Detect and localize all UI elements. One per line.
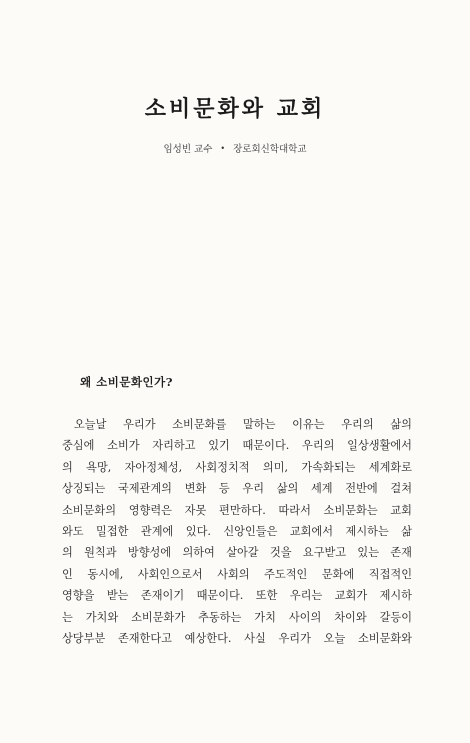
- paragraph-line: 와도 밀접한 관계에 있다. 신앙인들은 교회에서 제시하는 삶: [62, 524, 412, 538]
- page-title: 소비문화와 교회: [144, 97, 326, 122]
- paragraph-line: 영향을 받는 존재이기 때문이다. 또한 우리는 교회가 제시하: [62, 589, 412, 603]
- paragraph-line: 의 원칙과 방향성에 의하여 살아갈 것을 요구받고 있는 존재: [62, 546, 412, 560]
- paragraph-line: 의 욕망, 자아정체성, 사회정치적 의미, 가속화되는 세계화로: [62, 460, 412, 474]
- byline: [0, 141, 470, 155]
- author-affiliation: 장로회신학대학교: [233, 144, 307, 155]
- byline-separator: •: [220, 144, 226, 153]
- paragraph-line: 소비문화의 영향력은 자못 편만하다. 따라서 소비문화는 교회: [62, 503, 412, 517]
- body-paragraph: [62, 414, 412, 649]
- paragraph-line: 인 동시에, 사회인으로서 사회의 주도적인 문화에 직접적인: [62, 567, 412, 581]
- paragraph-line: 상징되는 국제관계의 변화 등 우리 삶의 세계 전반에 걸쳐: [62, 482, 412, 496]
- paragraph-line: 는 가치와 소비문화가 추동하는 가치 사이의 차이와 갈등이: [62, 610, 412, 624]
- paragraph-line: 중심에 소비가 자리하고 있기 때문이다. 우리의 일상생활에서: [62, 439, 412, 453]
- author-name: 임성빈 교수: [163, 144, 213, 155]
- paragraph-line: 오늘날 우리가 소비문화를 말하는 이유는 우리의 삶의: [74, 418, 412, 431]
- paragraph-line: 상당부분 존재한다고 예상한다. 사실 우리가 오늘 소비문화와: [62, 631, 412, 645]
- section-heading: 왜 소비문화인가?: [80, 375, 174, 389]
